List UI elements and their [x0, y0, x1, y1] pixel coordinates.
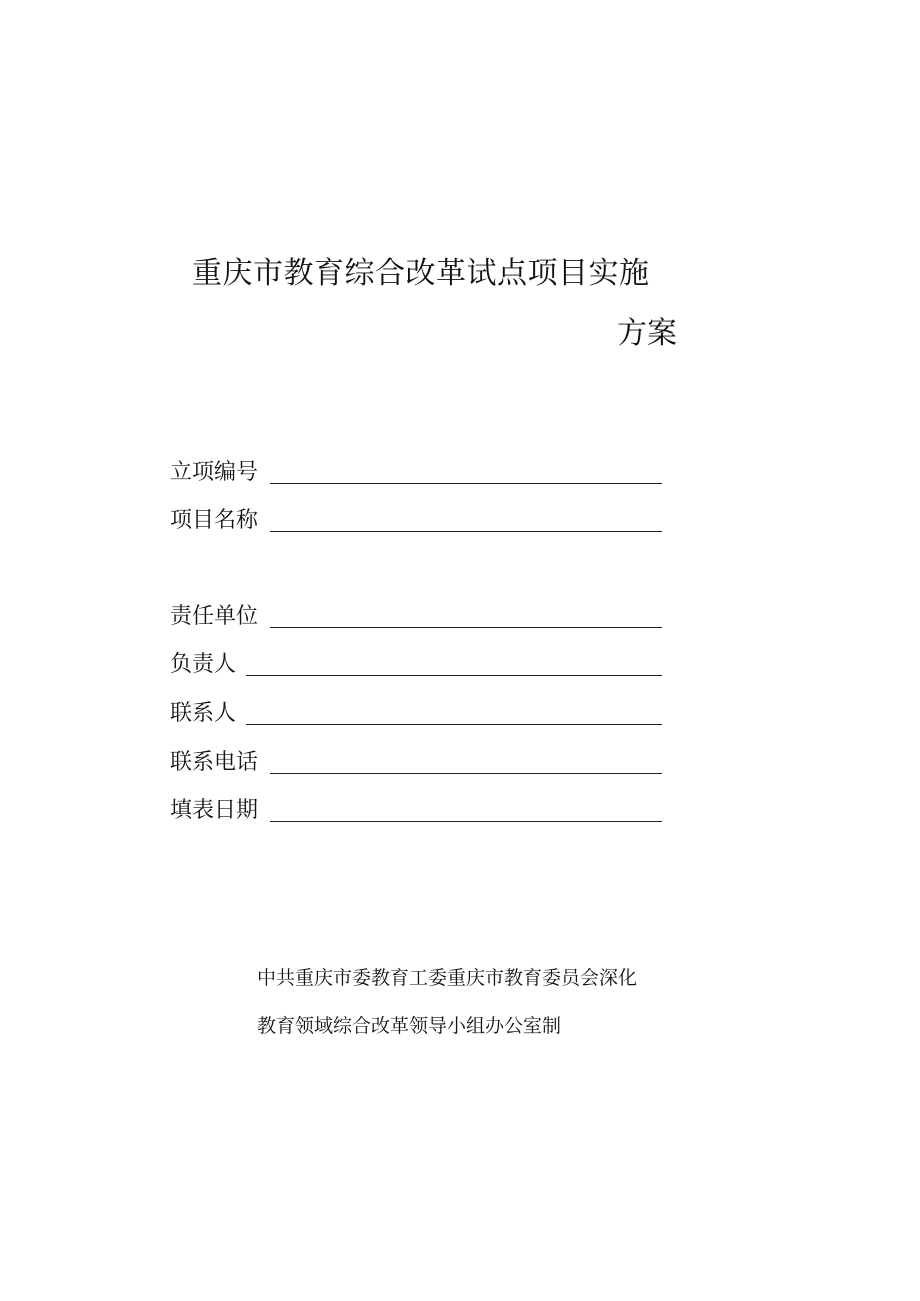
fill-line[interactable]	[270, 773, 662, 774]
field-label: 立项编号	[170, 460, 259, 485]
field-contact-person	[170, 699, 662, 729]
title-line-2: 方案	[617, 316, 677, 351]
field-responsible-unit	[170, 602, 662, 632]
fill-line[interactable]	[270, 627, 662, 628]
field-label: 联系电话	[170, 750, 259, 775]
field-label: 项目名称	[170, 508, 259, 533]
field-label: 填表日期	[170, 798, 259, 823]
field-contact-phone	[170, 748, 662, 778]
fill-line[interactable]	[246, 724, 662, 725]
fill-line[interactable]	[270, 483, 662, 484]
fill-line[interactable]	[246, 675, 662, 676]
issuer-line-1: 中共重庆市委教育工委重庆市教育委员会深化	[257, 967, 638, 989]
title-line-1: 重庆市教育综合改革试点项目实施	[192, 256, 650, 291]
fill-line[interactable]	[270, 821, 662, 822]
field-project-number	[170, 458, 662, 488]
field-fill-date	[170, 796, 662, 826]
fill-line[interactable]	[270, 531, 662, 532]
field-person-in-charge	[170, 650, 662, 680]
issuer-line-2: 教育领域综合改革领导小组办公室制	[257, 1015, 562, 1037]
field-label: 联系人	[170, 701, 237, 726]
field-label: 负责人	[170, 652, 237, 677]
field-label: 责任单位	[170, 604, 259, 629]
field-project-name	[170, 506, 662, 536]
